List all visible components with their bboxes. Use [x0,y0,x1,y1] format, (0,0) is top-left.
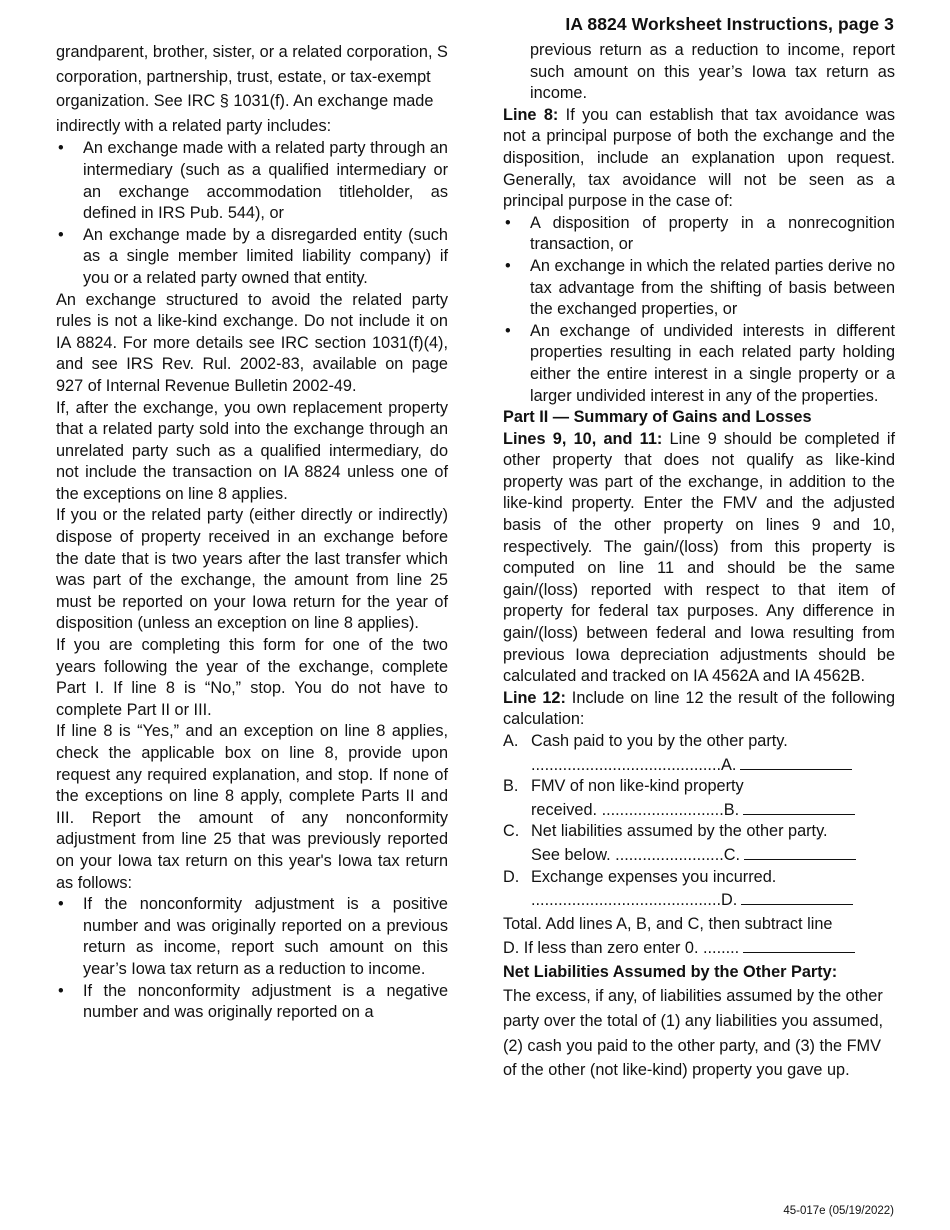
calc-line [531,798,895,822]
tax-avoidance-list [503,213,895,407]
calc-description: FMV of non like-kind property [531,777,744,796]
calc-letter: D. [503,867,520,886]
line8-yes-paragraph: If line 8 is “Yes,” and an exception on line 8 applies, check the applicable box on line 8, provide upon request any required explanation, and stop. If none of the exceptions on line 8 apply, complete Parts II and III. Report the amount of any nonconformity adjustment from line 25 that was previously reported on your Iowa tax return on this year's Iowa tax return as follows: [56,722,448,892]
total-line-1: Total. Add lines A, B, and C, then subtract line [503,914,833,933]
total-line-2 [503,936,895,960]
list-item: • An exchange of undivided interests in different properties resulting in each related party holding either the entire interest in a single property or a larger undivided interest in any of the properties. [503,321,895,407]
line12-label: Line 12: [503,688,566,707]
calc-description: Cash paid to you by the other party. [531,732,788,750]
line12-paragraph [503,688,895,731]
right-column [503,40,895,1083]
dot-leader: See below. ........................ [531,845,724,864]
left-column [56,40,448,1024]
list-item: • An exchange made by a disregarded entity (such as a single member limited liability company) if you or a related party owned that entity. [56,225,448,290]
indirect-exchange-list [56,138,448,289]
net-liabilities-text: The excess, if any, of liabilities assumed by the other party over the total of (1) any liabilities you assumed, (2) cash you paid to the other party, and (3) the FMV of the other (not like-kind) property you gave up. [503,987,884,1080]
calc-row-d [503,867,895,912]
calc-tag: C. [723,845,741,864]
calc-row-a [503,731,895,776]
calc-tag: A. [721,755,737,774]
calc-line [531,753,895,777]
list-item: • An exchange in which the related parties derive no tax advantage from the shifting of basis between the exchanged properties, or [503,256,895,321]
list-item: • An exchange made with a related party through an intermediary (such as a qualified intermediary or an exchange accommodation titleholder, as defined in IRS Pub. 544), or [56,138,448,224]
line8-paragraph [503,105,895,213]
calc-tag: B. [723,800,740,819]
total-text: D. If less than zero enter 0. ........ [503,938,740,957]
calc-letter: B. [503,777,519,796]
related-party-intro: grandparent, brother, sister, or a related corporation, S corporation, partnership, trust, estate, or tax-exempt organization. See IRC § 1031(f). An exchange made indirectly with a related party includes: [56,43,448,135]
net-liabilities-heading [503,960,895,985]
line8-label: Line 8: [503,105,559,124]
calc-description: Exchange expenses you incurred. [531,867,777,886]
page-title: IA 8824 Worksheet Instructions, page 3 [565,14,894,34]
calc-line [531,843,895,867]
structured-exchange-paragraph: An exchange structured to avoid the related party rules is not a like-kind exchange. Do not include it on IA 8824. For more details see IRC section 1031(f)(4), and see IRS Rev. Rul. 2002-83, available on page 927 of Internal Revenue Bulletin 2002-49. [56,290,448,395]
list-item: • If the nonconformity adjustment is a positive number and was originally reported on a previous return as income, report such amount on this year’s Iowa tax return as a reduction to income. [56,894,448,980]
total-amount-blank[interactable] [743,936,855,953]
lines9-11-text: Line 9 should be completed if other property that does not qualify as like-kind property was part of the exchange, in addition to the like-kind property. Enter the FMV and the adjusted basis of the other property on lines 9 and 10, respectively. The gain/(loss) from this property is computed on line 11 and should be the same gain/(loss) reported with respect to that item of property for federal tax purposes. Any difference in gain/(loss) between federal and Iowa resulting from previous Iowa depreciation adjustments should be calculated and tracked on IA 4562A and IA 4562B. [503,429,895,686]
net-liabilities-heading-text: Net Liabilities Assumed by the Other Party: [503,962,838,981]
two-years-paragraph: If you are completing this form for one of the two years following the year of the exchange, complete Part I. If line 8 is “No,” stop. You do not have to complete Part II or III. [56,636,448,719]
list-item: • If the nonconformity adjustment is a negative number and was originally reported on a [56,981,448,1024]
dot-leader: .......................................... [531,755,721,774]
replacement-property-paragraph: If, after the exchange, you own replacement property that a related party sold into the exchange through an unrelated party such as a qualified intermediary, do not include the transaction on IA 8824 unless one of the exceptions on line 8 applies. [56,398,448,503]
continued-text: previous return as a reduction to income, report such amount on this year’s Iowa tax return as income. [530,41,895,103]
list-item: • A disposition of property in a nonrecognition transaction, or [503,213,895,256]
line12-calculation [503,731,895,960]
amount-blank[interactable] [744,843,856,860]
amount-blank[interactable] [743,798,855,815]
dot-leader: received. ........................... [531,800,724,819]
amount-blank[interactable] [741,888,853,905]
nonconformity-list [56,894,448,1024]
amount-blank[interactable] [740,753,852,770]
calc-letter: A. [503,732,519,750]
calc-line [531,888,895,912]
lines9-11-label: Lines 9, 10, and 11: [503,429,663,448]
line12-text: Include on line 12 the result of the following calculation: [503,688,895,729]
part2-heading-text: Part II — Summary of Gains and Losses [503,408,812,427]
calc-letter: C. [503,822,520,841]
calc-row-c [503,821,895,866]
dot-leader: .......................................... [531,891,721,910]
lines9-11-paragraph [503,429,895,688]
part2-heading [503,407,895,429]
form-id: 45-017e (05/19/2022) [783,1205,894,1217]
calc-description: Net liabilities assumed by the other party. [531,822,828,841]
calc-tag: D. [721,891,738,910]
disposition-paragraph: If you or the related party (either directly or indirectly) dispose of property received in an exchange before the date that is two years after the last transfer which was part of the exchange, the amount from line 25 must be reported on your Iowa return for the year of disposition (unless an exception on line 8 applies). [56,506,448,633]
calc-row-b [503,776,895,821]
line8-text: If you can establish that tax avoidance was not a principal purpose of both the exchange and the disposition, include an explanation upon request. Generally, tax avoidance will not be seen as a principal purpose in the case of: [503,105,895,211]
